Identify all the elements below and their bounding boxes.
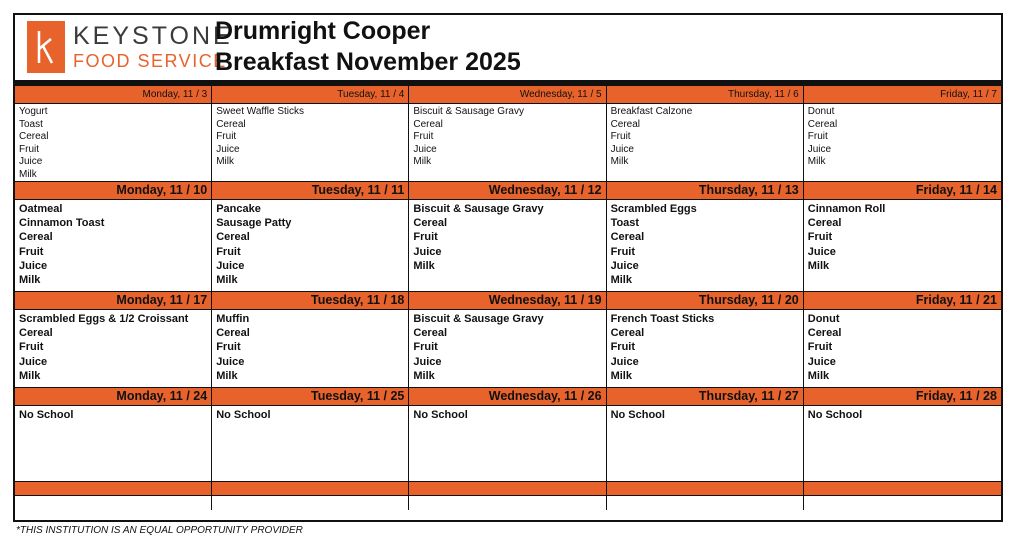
menu-item: Milk xyxy=(610,274,632,287)
day-menu-cell xyxy=(804,104,1001,182)
week-menu-row xyxy=(15,406,1001,482)
menu-item: Juice xyxy=(413,245,442,258)
day-menu-cell xyxy=(15,104,212,182)
menu-item: Cereal xyxy=(610,327,645,340)
day-menu-cell xyxy=(607,310,804,388)
menu-item: Milk xyxy=(216,274,238,287)
menu-item: Biscuit & Sausage Gravy xyxy=(413,313,544,325)
menu-item: Muffin xyxy=(216,313,250,325)
menu-item: Biscuit & Sausage Gravy xyxy=(413,106,524,117)
menu-item: Milk xyxy=(413,369,435,382)
week-header-row xyxy=(15,292,1001,310)
day-header: Monday, 11 / 10 xyxy=(15,182,212,200)
menu-item: Milk xyxy=(19,274,41,287)
menu-item: French Toast Sticks xyxy=(610,313,715,325)
menu-item: Fruit xyxy=(413,341,438,354)
day-header: Monday, 11 / 24 xyxy=(15,388,212,406)
menu-item: Sausage Patty xyxy=(216,217,292,230)
day-menu-cell xyxy=(212,406,409,482)
day-header: Tuesday, 11 / 4 xyxy=(212,86,409,104)
day-header: Friday, 11 / 7 xyxy=(804,86,1001,104)
menu-item: Fruit xyxy=(807,131,828,143)
menu-item: Fruit xyxy=(19,245,44,258)
day-menu-cell xyxy=(212,200,409,292)
weeks-container xyxy=(15,86,1001,482)
day-menu-cell xyxy=(409,104,606,182)
menu-item: Juice xyxy=(19,355,48,368)
day-menu-cell xyxy=(212,310,409,388)
day-header: Wednesday, 11 / 19 xyxy=(409,292,606,310)
menu-item: Donut xyxy=(807,106,835,117)
menu-item: Fruit xyxy=(807,231,833,244)
empty-day-header xyxy=(804,482,1001,496)
brand-name: KEYSTONE xyxy=(73,22,233,50)
menu-item: Scrambled Eggs xyxy=(610,203,697,215)
day-menu-cell xyxy=(409,200,606,292)
menu-item: Cereal xyxy=(19,327,53,340)
menu-item: Fruit xyxy=(19,341,44,354)
day-menu-cell xyxy=(409,406,606,482)
day-header: Wednesday, 11 / 12 xyxy=(409,182,606,200)
menu-item: Donut xyxy=(807,313,840,325)
day-header: Thursday, 11 / 20 xyxy=(607,292,804,310)
empty-day-header xyxy=(409,482,606,496)
menu-item: Fruit xyxy=(216,245,241,258)
menu-calendar xyxy=(15,80,1001,510)
menu-item: Cereal xyxy=(216,327,250,340)
empty-day-cell xyxy=(212,496,409,510)
day-menu-cell xyxy=(607,104,804,182)
day-menu-cell xyxy=(15,310,212,388)
menu-item: Milk xyxy=(216,369,238,382)
menu-item: Juice xyxy=(807,355,836,368)
menu-item: Pancake xyxy=(216,203,261,215)
equal-opportunity-footer: *THIS INSTITUTION IS AN EQUAL OPPORTUNITY PROVIDER xyxy=(16,525,303,536)
day-header: Thursday, 11 / 13 xyxy=(607,182,804,200)
menu-item: Oatmeal xyxy=(19,203,63,215)
menu-item: Juice xyxy=(216,355,245,368)
menu-item: Juice xyxy=(610,259,639,272)
menu-item: Sweet Waffle Sticks xyxy=(216,106,304,117)
day-menu-cell xyxy=(804,310,1001,388)
menu-item: Milk xyxy=(19,168,37,180)
menu-item: Milk xyxy=(807,369,830,382)
day-header: Tuesday, 11 / 18 xyxy=(212,292,409,310)
menu-header xyxy=(15,15,1001,80)
menu-item: Breakfast Calzone xyxy=(610,106,693,117)
menu-item: Cereal xyxy=(216,231,250,244)
menu-item: Juice xyxy=(19,156,43,168)
day-header: Tuesday, 11 / 25 xyxy=(212,388,409,406)
menu-item: Cinnamon Roll xyxy=(807,203,886,215)
menu-item: Fruit xyxy=(413,231,438,244)
school-title: Drumright Cooper xyxy=(215,17,431,45)
menu-item: Toast xyxy=(610,217,640,230)
day-header: Friday, 11 / 14 xyxy=(804,182,1001,200)
menu-item: Cereal xyxy=(413,327,448,340)
menu-item: Milk xyxy=(610,156,629,168)
week-header-row xyxy=(15,182,1001,200)
menu-item: Biscuit & Sausage Gravy xyxy=(413,203,544,215)
day-menu-cell xyxy=(804,200,1001,292)
menu-item: Juice xyxy=(610,143,634,155)
week-menu-row xyxy=(15,310,1001,388)
menu-item: Juice xyxy=(19,259,48,272)
empty-day-cell xyxy=(409,496,606,510)
week-header-row xyxy=(15,388,1001,406)
menu-item: Milk xyxy=(19,369,41,382)
keystone-logo-icon xyxy=(27,21,65,73)
week-menu-row xyxy=(15,104,1001,182)
menu-item: No School xyxy=(413,409,468,421)
day-menu-cell xyxy=(15,200,212,292)
menu-item: Fruit xyxy=(807,341,833,354)
menu-item: Juice xyxy=(216,259,245,272)
menu-item: No School xyxy=(610,409,665,421)
menu-frame xyxy=(13,13,1003,522)
menu-item: Cereal xyxy=(807,217,842,230)
menu-item: Fruit xyxy=(610,131,631,143)
menu-item: Scrambled Eggs & 1/2 Croissant xyxy=(19,313,189,325)
menu-item: No School xyxy=(19,409,74,421)
day-header: Thursday, 11 / 27 xyxy=(607,388,804,406)
day-header: Tuesday, 11 / 11 xyxy=(212,182,409,200)
menu-item: Fruit xyxy=(610,245,636,258)
menu-item: Cereal xyxy=(216,118,246,130)
empty-day-header xyxy=(212,482,409,496)
empty-week-body xyxy=(15,496,1001,510)
empty-day-cell xyxy=(15,496,212,510)
day-menu-cell xyxy=(804,406,1001,482)
menu-item: No School xyxy=(216,409,271,421)
menu-item: Juice xyxy=(807,143,832,155)
menu-item: Toast xyxy=(19,118,43,130)
menu-item: Cereal xyxy=(413,118,443,130)
week-menu-row xyxy=(15,200,1001,292)
empty-week-header xyxy=(15,482,1001,496)
empty-day-header xyxy=(15,482,212,496)
menu-item: Yogurt xyxy=(19,106,48,117)
day-header: Wednesday, 11 / 5 xyxy=(409,86,606,104)
day-menu-cell xyxy=(15,406,212,482)
empty-day-header xyxy=(607,482,804,496)
menu-item: Cereal xyxy=(19,131,49,143)
day-header: Friday, 11 / 21 xyxy=(804,292,1001,310)
week-header-row xyxy=(15,86,1001,104)
day-menu-cell xyxy=(212,104,409,182)
menu-item: Fruit xyxy=(216,131,237,143)
menu-item: Fruit xyxy=(413,131,434,143)
menu-item: Cereal xyxy=(807,327,842,340)
menu-item: Fruit xyxy=(216,341,241,354)
brand-subtitle: FOOD SERVICE xyxy=(73,51,227,71)
menu-item: Cereal xyxy=(807,118,838,130)
day-header: Wednesday, 11 / 26 xyxy=(409,388,606,406)
empty-day-cell xyxy=(607,496,804,510)
day-header: Thursday, 11 / 6 xyxy=(607,86,804,104)
menu-title: Breakfast November 2025 xyxy=(215,48,521,76)
menu-item: Juice xyxy=(413,143,437,155)
menu-item: Milk xyxy=(610,369,632,382)
menu-item: Cereal xyxy=(19,231,53,244)
menu-item: No School xyxy=(807,409,863,421)
empty-day-cell xyxy=(804,496,1001,510)
day-menu-cell xyxy=(409,310,606,388)
menu-item: Fruit xyxy=(19,143,39,155)
menu-item: Cereal xyxy=(610,231,645,244)
menu-item: Juice xyxy=(610,355,639,368)
day-header: Monday, 11 / 17 xyxy=(15,292,212,310)
day-menu-cell xyxy=(607,200,804,292)
menu-item: Juice xyxy=(413,355,442,368)
menu-item: Fruit xyxy=(610,341,636,354)
menu-item: Milk xyxy=(413,156,432,168)
menu-item: Cinnamon Toast xyxy=(19,217,105,230)
menu-item: Juice xyxy=(807,245,836,258)
menu-item: Milk xyxy=(413,259,435,272)
menu-item: Milk xyxy=(216,156,234,168)
day-header: Friday, 11 / 28 xyxy=(804,388,1001,406)
menu-item: Milk xyxy=(807,156,826,168)
menu-item: Milk xyxy=(807,259,830,272)
menu-item: Cereal xyxy=(413,217,448,230)
day-menu-cell xyxy=(607,406,804,482)
menu-item: Cereal xyxy=(610,118,641,130)
day-header: Monday, 11 / 3 xyxy=(15,86,212,104)
menu-item: Juice xyxy=(216,143,240,155)
